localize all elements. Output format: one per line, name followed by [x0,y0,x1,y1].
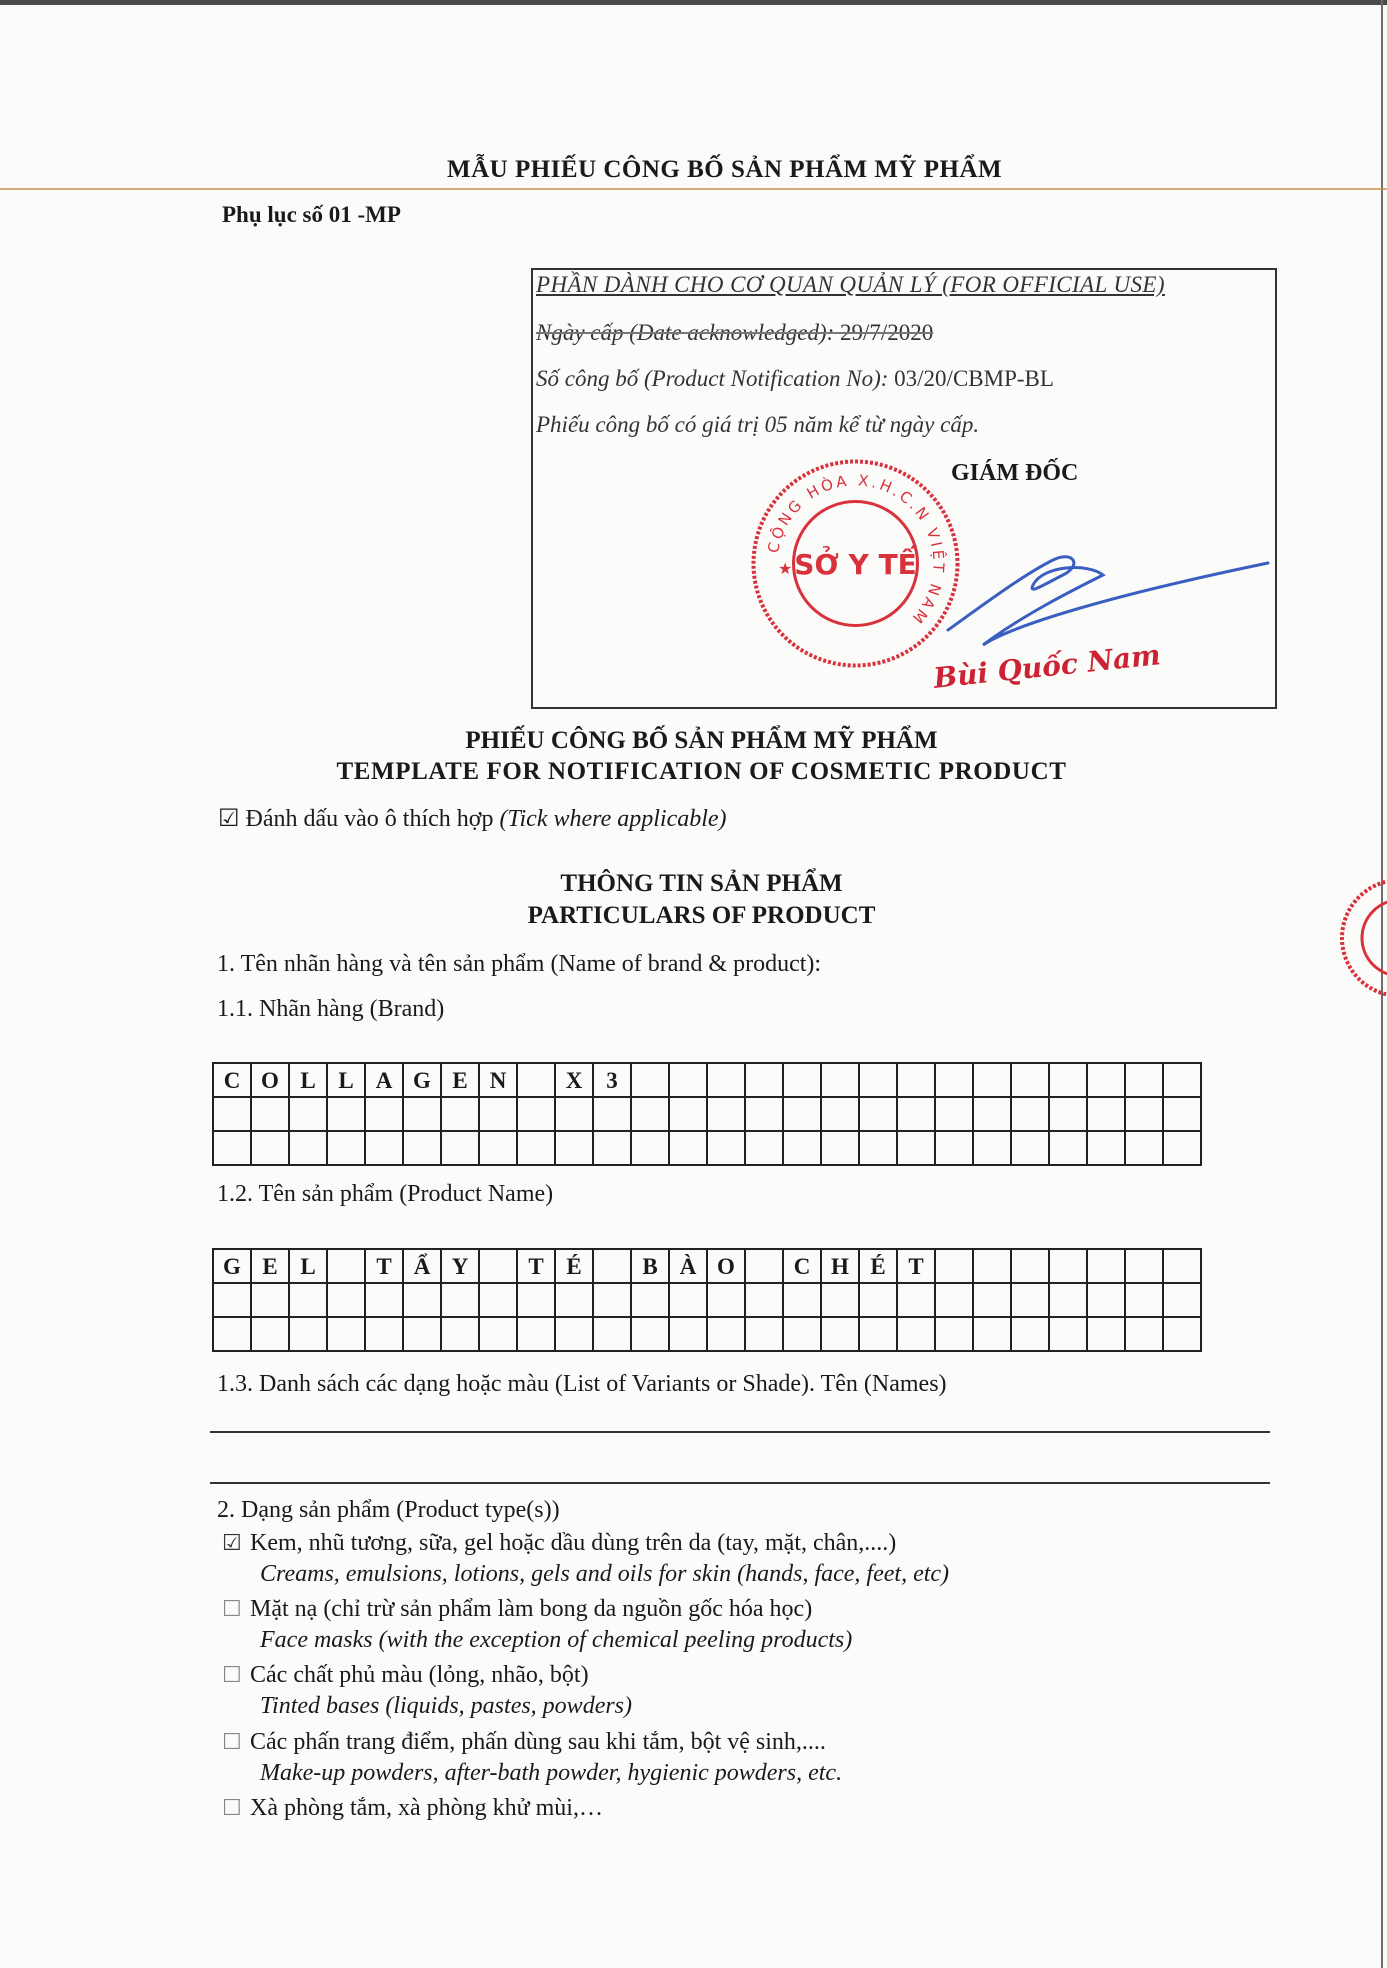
product-cell[interactable]: T [897,1249,935,1283]
product-cell[interactable] [783,1283,821,1317]
product-cell[interactable] [479,1249,517,1283]
question-brand: 1.1. Nhãn hàng (Brand) [217,996,445,1022]
product-cell[interactable]: É [859,1249,897,1283]
brand-cell[interactable] [1049,1131,1087,1165]
brand-cell[interactable] [1163,1063,1201,1097]
product-cell[interactable] [213,1283,251,1317]
brand-cell[interactable] [251,1097,289,1131]
director-title: GIÁM ĐỐC [951,460,1079,486]
product-cell[interactable] [1087,1249,1125,1283]
checked-box-icon: ☑ [218,806,240,832]
product-cell[interactable]: T [517,1249,555,1283]
product-cell[interactable] [1125,1283,1163,1317]
product-cell[interactable] [1163,1249,1201,1283]
product-type-option[interactable] [222,1729,842,1787]
product-cell[interactable] [935,1283,973,1317]
brand-cell[interactable] [897,1131,935,1165]
product-cell[interactable] [707,1317,745,1351]
product-row [213,1317,1201,1351]
appendix-label: Phụ lục số 01 -MP [222,202,401,227]
product-cell[interactable] [289,1283,327,1317]
brand-cell[interactable] [821,1131,859,1165]
date-acknowledged [536,320,933,346]
brand-cell[interactable] [745,1131,783,1165]
product-cell[interactable] [1049,1283,1087,1317]
brand-cell[interactable] [973,1131,1011,1165]
product-type-option[interactable] [222,1662,632,1720]
product-cell[interactable] [555,1317,593,1351]
brand-cell[interactable] [1163,1131,1201,1165]
brand-cell[interactable] [669,1097,707,1131]
brand-cell[interactable]: G [403,1063,441,1097]
product-cell[interactable] [821,1317,859,1351]
brand-cell[interactable]: X [555,1063,593,1097]
tick-hint-vi: Đánh dấu vào ô thích hợp [245,806,494,832]
product-cell[interactable] [745,1283,783,1317]
product-cell[interactable] [631,1283,669,1317]
question-brand-product: 1. Tên nhãn hàng và tên sản phẩm (Name of brand & product): [217,951,822,977]
brand-cell[interactable] [1011,1097,1049,1131]
product-cell[interactable] [327,1283,365,1317]
brand-grid [212,1062,1202,1166]
brand-row [213,1097,1201,1131]
brand-cell[interactable]: O [251,1063,289,1097]
stamp-ring-text: CỘNG HÒA X.H.C.N VIỆT NAM [764,471,948,630]
signer-name: Bùi Quốc Nam [931,638,1163,695]
brand-cell[interactable] [403,1097,441,1131]
brand-cell[interactable]: C [213,1063,251,1097]
stamp-center-text: SỞ Y TẾ [794,548,917,581]
brand-cell[interactable] [821,1097,859,1131]
product-cell[interactable]: E [251,1249,289,1283]
product-cell[interactable] [441,1283,479,1317]
brand-cell[interactable] [251,1131,289,1165]
brand-cell[interactable] [365,1131,403,1165]
brand-cell[interactable] [859,1097,897,1131]
brand-cell[interactable] [669,1063,707,1097]
official-use-heading: PHẦN DÀNH CHO CƠ QUAN QUẢN LÝ (FOR OFFICIAL USE) [536,272,1165,297]
product-cell[interactable] [365,1317,403,1351]
product-cell[interactable] [897,1317,935,1351]
product-cell[interactable] [783,1317,821,1351]
brand-cell[interactable] [973,1063,1011,1097]
validity-note: Phiếu công bố có giá trị 05 năm kể từ ngày cấp. [536,412,980,437]
brand-cell[interactable] [213,1097,251,1131]
brand-cell[interactable]: A [365,1063,403,1097]
brand-cell[interactable] [593,1131,631,1165]
checkbox-icon[interactable]: ☐ [222,1729,242,1754]
product-cell[interactable] [745,1317,783,1351]
brand-cell[interactable] [1087,1097,1125,1131]
brand-cell[interactable]: 3 [593,1063,631,1097]
brand-cell[interactable] [1011,1063,1049,1097]
brand-cell[interactable] [707,1063,745,1097]
product-cell[interactable] [517,1317,555,1351]
product-cell[interactable] [973,1249,1011,1283]
checkbox-icon[interactable]: ☐ [222,1662,242,1687]
brand-cell[interactable] [1087,1063,1125,1097]
product-cell[interactable] [251,1317,289,1351]
product-type-option[interactable] [222,1795,603,1822]
form-title-en: TEMPLATE FOR NOTIFICATION OF COSMETIC PRODUCT [336,758,1067,785]
product-type-label-en: Tinted bases (liquids, pastes, powders) [260,1693,633,1719]
product-cell[interactable] [289,1317,327,1351]
brand-cell[interactable]: L [327,1063,365,1097]
brand-cell[interactable] [213,1131,251,1165]
product-type-option[interactable] [222,1596,852,1654]
brand-cell[interactable] [973,1097,1011,1131]
brand-cell[interactable] [1125,1131,1163,1165]
brand-cell[interactable] [707,1131,745,1165]
question-product-type: 2. Dạng sản phẩm (Product type(s)) [217,1497,560,1523]
product-cell[interactable]: L [289,1249,327,1283]
particulars-title-en: PARTICULARS OF PRODUCT [527,902,876,929]
brand-cell[interactable] [289,1131,327,1165]
brand-cell[interactable]: E [441,1063,479,1097]
brand-cell[interactable] [555,1131,593,1165]
notification-number-value: 03/20/CBMP-BL [894,366,1054,391]
product-cell[interactable] [1087,1283,1125,1317]
product-cell[interactable] [1049,1249,1087,1283]
product-cell[interactable] [1011,1283,1049,1317]
product-cell[interactable] [479,1283,517,1317]
brand-cell[interactable] [1125,1097,1163,1131]
signature [913,535,1273,655]
brand-cell[interactable] [479,1097,517,1131]
product-type-option[interactable] [222,1530,949,1588]
edge-stamp-fragment [1340,838,1387,1038]
brand-cell[interactable] [517,1131,555,1165]
tick-instruction [218,804,727,833]
top-border [0,0,1387,5]
brand-cell[interactable] [897,1063,935,1097]
product-cell[interactable]: Y [441,1249,479,1283]
brand-cell[interactable] [1163,1097,1201,1131]
brand-cell[interactable] [745,1063,783,1097]
product-type-label-vi: Các chất phủ màu (lỏng, nhão, bột) [244,1662,589,1688]
brand-cell[interactable] [631,1131,669,1165]
variants-line-1[interactable] [210,1431,1270,1433]
brand-cell[interactable]: N [479,1063,517,1097]
product-cell[interactable] [1125,1249,1163,1283]
brand-cell[interactable] [327,1131,365,1165]
brand-cell[interactable] [555,1097,593,1131]
product-cell[interactable] [479,1317,517,1351]
brand-cell[interactable] [707,1097,745,1131]
product-cell[interactable] [1087,1317,1125,1351]
checkbox-icon[interactable]: ☐ [222,1596,242,1621]
product-cell[interactable] [897,1283,935,1317]
brand-cell[interactable] [1049,1097,1087,1131]
product-cell[interactable] [593,1249,631,1283]
stamp-star-left: ★ [778,559,793,578]
product-cell[interactable] [403,1283,441,1317]
product-cell[interactable] [1163,1317,1201,1351]
product-cell[interactable] [973,1283,1011,1317]
product-cell[interactable] [935,1249,973,1283]
brand-cell[interactable] [783,1131,821,1165]
brand-cell[interactable] [327,1097,365,1131]
product-cell[interactable] [1163,1283,1201,1317]
product-row [213,1283,1201,1317]
product-cell[interactable] [517,1283,555,1317]
product-cell[interactable] [555,1283,593,1317]
brand-row [213,1131,1201,1165]
product-cell[interactable] [593,1283,631,1317]
product-cell[interactable]: Ẩ [403,1249,441,1283]
official-use-box [531,268,1277,709]
product-cell[interactable]: É [555,1249,593,1283]
form-title-vi: PHIẾU CÔNG BỐ SẢN PHẨM MỸ PHẨM [465,727,938,754]
product-cell[interactable]: H [821,1249,859,1283]
product-cell[interactable] [631,1317,669,1351]
brand-cell[interactable] [517,1097,555,1131]
brand-row [213,1063,1201,1097]
product-cell[interactable] [1125,1317,1163,1351]
product-cell[interactable] [821,1283,859,1317]
brand-cell[interactable] [517,1063,555,1097]
product-type-label-vi: Xà phòng tắm, xà phòng khử mùi,… [244,1795,603,1821]
product-row [213,1249,1201,1283]
product-cell[interactable] [669,1283,707,1317]
product-cell[interactable] [859,1283,897,1317]
question-variants: 1.3. Danh sách các dạng hoặc màu (List of Variants or Shade). Tên (Names) [217,1371,947,1397]
product-cell[interactable] [973,1317,1011,1351]
product-cell[interactable] [745,1249,783,1283]
brand-cell[interactable] [783,1063,821,1097]
product-cell[interactable] [593,1317,631,1351]
brand-cell[interactable] [783,1097,821,1131]
product-cell[interactable] [403,1317,441,1351]
brand-cell[interactable] [859,1063,897,1097]
product-type-label-en: Face masks (with the exception of chemical peeling products) [260,1627,853,1653]
notification-number-label: Số công bố (Product Notification No): [536,366,889,391]
product-cell[interactable] [1011,1249,1049,1283]
brand-cell[interactable] [935,1131,973,1165]
brand-cell[interactable] [441,1097,479,1131]
brand-cell[interactable] [1049,1063,1087,1097]
brand-cell[interactable] [631,1063,669,1097]
product-type-label-en: Make-up powders, after-bath powder, hygienic powders, etc. [260,1760,843,1786]
product-type-label-vi: Các phấn trang điểm, phấn dùng sau khi tắm, bột vệ sinh,.... [244,1729,826,1755]
brand-cell[interactable]: L [289,1063,327,1097]
product-cell[interactable] [327,1317,365,1351]
brand-cell[interactable] [669,1131,707,1165]
brand-cell[interactable] [821,1063,859,1097]
product-type-label-vi: Kem, nhũ tương, sữa, gel hoặc dầu dùng trên da (tay, mặt, chân,....) [244,1530,897,1556]
particulars-title-vi: THÔNG TIN SẢN PHẨM [560,870,843,897]
brand-cell[interactable] [479,1131,517,1165]
product-cell[interactable] [251,1283,289,1317]
product-cell[interactable]: T [365,1249,403,1283]
checked-checkbox-icon[interactable]: ☑ [222,1530,242,1555]
product-cell[interactable] [669,1317,707,1351]
date-label: Ngày cấp (Date acknowledged): [536,320,835,345]
brand-cell[interactable] [745,1097,783,1131]
variants-line-2[interactable] [210,1482,1270,1484]
product-cell[interactable]: G [213,1249,251,1283]
product-type-label-vi: Mặt nạ (chỉ trừ sản phẩm làm bong da nguồn gốc hóa học) [244,1596,813,1622]
product-cell[interactable]: O [707,1249,745,1283]
product-cell[interactable]: B [631,1249,669,1283]
brand-cell[interactable] [289,1097,327,1131]
brand-cell[interactable] [365,1097,403,1131]
brand-cell[interactable] [631,1097,669,1131]
header-rule [0,188,1387,190]
date-value: 29/7/2020 [840,320,934,345]
tick-hint-en: (Tick where applicable) [499,806,727,832]
question-product-name: 1.2. Tên sản phẩm (Product Name) [217,1181,554,1207]
checkbox-icon[interactable]: ☐ [222,1795,242,1820]
product-cell[interactable] [707,1283,745,1317]
brand-cell[interactable] [935,1097,973,1131]
product-cell[interactable] [859,1317,897,1351]
notification-number [536,366,1054,392]
brand-cell[interactable] [1087,1131,1125,1165]
brand-cell[interactable] [1125,1063,1163,1097]
product-cell[interactable]: C [783,1249,821,1283]
product-name-grid [212,1248,1202,1352]
product-cell[interactable]: À [669,1249,707,1283]
product-cell[interactable] [213,1317,251,1351]
product-cell[interactable] [1049,1317,1087,1351]
brand-cell[interactable] [441,1131,479,1165]
product-cell[interactable] [365,1283,403,1317]
brand-cell[interactable] [1011,1131,1049,1165]
product-cell[interactable] [1011,1317,1049,1351]
brand-cell[interactable] [593,1097,631,1131]
document-title: MẪU PHIẾU CÔNG BỐ SẢN PHẨM MỸ PHẨM [447,156,1003,183]
brand-cell[interactable] [897,1097,935,1131]
product-cell[interactable] [327,1249,365,1283]
product-cell[interactable] [441,1317,479,1351]
brand-cell[interactable] [859,1131,897,1165]
product-type-label-en: Creams, emulsions, lotions, gels and oils for skin (hands, face, feet, etc) [260,1561,950,1587]
brand-cell[interactable] [935,1063,973,1097]
product-cell[interactable] [935,1317,973,1351]
brand-cell[interactable] [403,1131,441,1165]
